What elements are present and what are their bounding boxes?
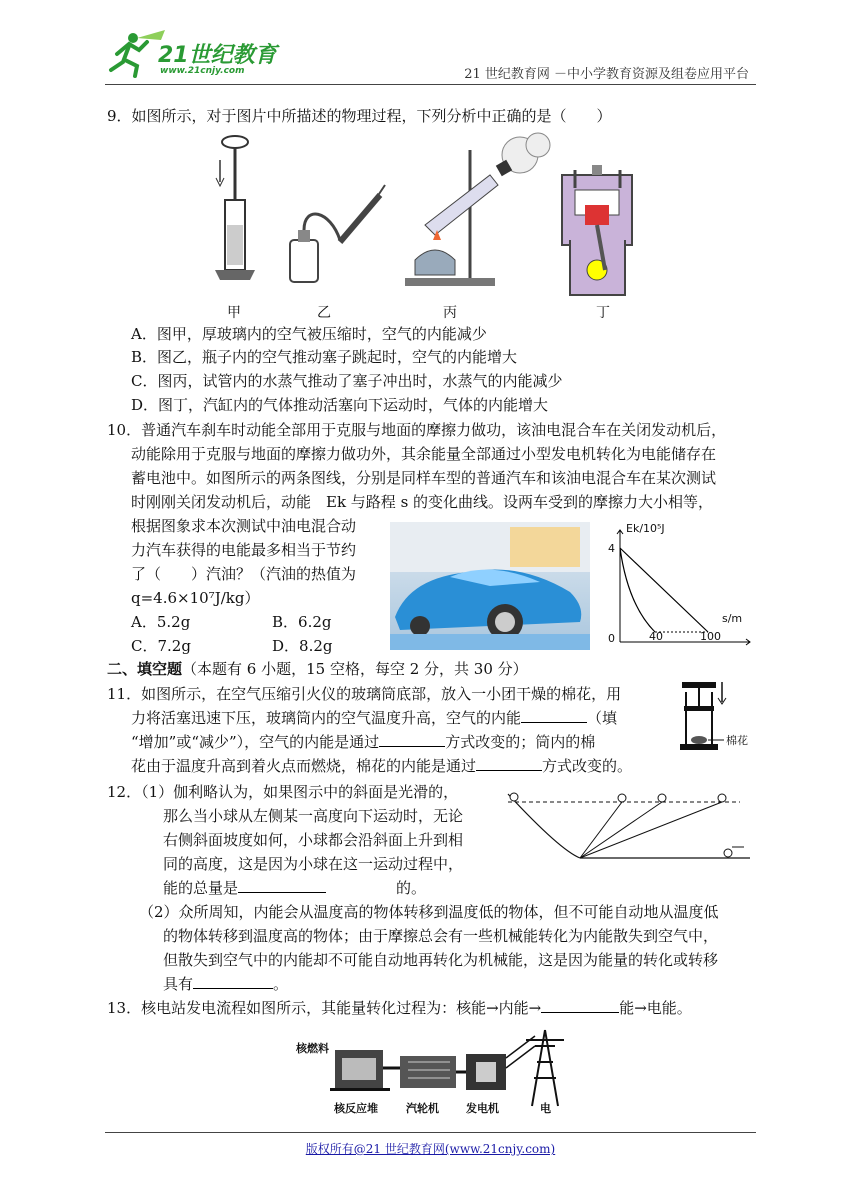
q12-figure [500, 780, 756, 870]
fig-label-yi: 乙 [317, 305, 331, 321]
q11-text-2a: 力将活塞迅速下压，玻璃筒内的空气温度升高，空气的内能 [131, 709, 522, 727]
q13-label-turbine: 汽轮机 [406, 1102, 439, 1115]
footer-rule [105, 1132, 756, 1133]
q12-line-7: 的物体转移到温度高的物体；由于摩擦总会有一些机械能转化为内能散失到空气中， [163, 927, 719, 945]
section2-heading [107, 658, 528, 680]
q12-line-9 [163, 973, 288, 995]
q12-text-5b: 的。 [396, 879, 427, 897]
chart-origin: 0 [608, 632, 615, 645]
q12-blank-2[interactable] [193, 988, 273, 989]
q10-line-4: 时刚刚关闭发动机后，动能 Ek 与路程 s 的变化曲线。设两车受到的摩擦力大小相等， [131, 493, 714, 511]
chart-xtick-100: 100 [700, 630, 721, 643]
q9-stem: 9．如图所示，对于图片中所描述的物理过程，下列分析中正确的是（ ） [107, 107, 612, 125]
header-platform-text: 21 世纪教育网 －中小学教育资源及组卷应用平台 [464, 67, 749, 82]
chart-ylabel: Ek/10⁵J [626, 522, 665, 535]
q10-line-1: 10．普通汽车刹车时动能全部用于克服与地面的摩擦力做功，该油电混合车在关闭发动机后， [107, 421, 727, 439]
q10-option-d: D．8.2g [272, 637, 333, 655]
q11-figure-label: 棉花 [726, 734, 748, 747]
q10-line-5: 根据图象求本次测试中油电混合动 [131, 517, 357, 535]
q9-option-a: A．图甲，厚玻璃内的空气被压缩时，空气的内能减少 [131, 325, 487, 343]
q11-blank-3[interactable] [476, 770, 542, 771]
q13-label-reactor: 核反应堆 [334, 1102, 378, 1115]
chart-xtick-40: 40 [649, 630, 663, 643]
q12-line-5 [163, 877, 426, 899]
fig-ding-icon [562, 165, 632, 295]
q12-line-4: 同的高度，这是因为小球在这一运动过程中， [163, 855, 464, 873]
q11-text-2b: （填 [587, 709, 618, 727]
q10-option-b: B．6.2g [272, 613, 332, 631]
galileo-slope-icon [500, 780, 756, 870]
q10-line-6: 力汽车获得的电能最多相当于节约 [131, 541, 357, 559]
footer-copyright-link[interactable]: 版权所有@21 世纪教育网(www.21cnjy.com) [305, 1142, 556, 1156]
q12-blank-1[interactable] [238, 892, 326, 893]
fig-label-jia: 甲 [227, 305, 241, 321]
q13-label-generator: 发电机 [466, 1102, 499, 1115]
q9-figures [200, 130, 640, 300]
q10-line-3: 蓄电池中。如图所示的两条图线，分别是同样车型的普通汽车和该油电混合车在某次测试 [131, 469, 717, 487]
q12-line-2: 那么当小球从左侧某一高度向下运动时，无论 [163, 807, 464, 825]
q11-line-3 [131, 731, 595, 753]
logo-url: www.21cnjy.com [160, 66, 245, 76]
q13-figure [290, 1028, 590, 1118]
q9-option-d: D．图丁，汽缸内的气体推动活塞向下运动时，气体的内能增大 [131, 396, 549, 414]
q11-line-2 [131, 707, 617, 729]
q10-option-a: A．5.2g [131, 613, 191, 631]
q11-text-3b: 方式改变的；筒内的棉 [445, 733, 596, 751]
q10-line-2: 动能除用于克服与地面的摩擦力做功外，其余能量全部通过小型发电机转化为电能储存在 [131, 445, 717, 463]
q11-text-3a: “增加”或“减少”），空气的内能是通过 [131, 733, 380, 751]
q12-line-1: 12．（1）伽利略认为，如果图示中的斜面是光滑的， [107, 783, 459, 801]
q13-line [107, 997, 692, 1019]
header-rule [105, 84, 756, 85]
q12-line-6: （2）众所周知，内能会从温度高的物体转移到温度低的物体，但不可能自动地从温度低 [139, 903, 719, 921]
piston-icon [672, 672, 762, 762]
q11-figure [672, 672, 762, 762]
fig-label-bing: 丙 [443, 305, 457, 321]
q11-blank-2[interactable] [379, 746, 445, 747]
q10-line-8: q=4.6×10⁷J/kg） [131, 589, 260, 607]
logo-title: 21世纪教育 [158, 43, 277, 68]
section2-note: （本题有 6 小题，15 空格，每空 2 分，共 30 分） [182, 660, 528, 678]
fig-jia-icon [215, 136, 255, 280]
q10-option-c: C．7.2g [131, 637, 191, 655]
q12-line-8: 但散失到空气中的内能却不可能自动地再转化为机械能，这是因为能量的转化或转移 [163, 951, 719, 969]
q10-line-7: 了（ ）汽油？（汽油的热值为 [131, 565, 357, 583]
fig-bing-icon [405, 133, 550, 286]
q9-figure-svg [200, 130, 640, 300]
q10-chart [600, 520, 760, 650]
ek-chart-svg [600, 520, 760, 650]
q13-text-a: 13．核电站发电流程如图所示，其能量转化过程为：核能→内能→ [107, 999, 542, 1017]
section2-title: 二、填空题 [107, 660, 183, 678]
q13-label-electricity: 电 [540, 1102, 551, 1115]
q11-text-4b: 方式改变的。 [542, 757, 633, 775]
q11-line-1: 11．如图所示，在空气压缩引火仪的玻璃筒底部，放入一小团干燥的棉花，用 [107, 685, 622, 703]
chart-xlabel: s/m [722, 612, 743, 625]
car-icon [390, 522, 590, 650]
q9-option-b: B．图乙，瓶子内的空气推动塞子跳起时，空气的内能增大 [131, 348, 518, 366]
q11-line-4 [131, 755, 632, 777]
q9-option-c: C．图丙，试管内的水蒸气推动了塞子冲出时，水蒸气的内能减少 [131, 372, 563, 390]
q11-text-4a: 花由于温度升高到着火点而燃烧，棉花的内能是通过 [131, 757, 477, 775]
car-photo [390, 522, 590, 650]
q12-text-9b: 。 [273, 975, 289, 993]
q11-blank-1[interactable] [521, 722, 587, 723]
q13-blank[interactable] [541, 1012, 619, 1013]
q13-label-fuel: 核燃料 [296, 1042, 329, 1055]
q13-text-b: 能→电能。 [619, 999, 692, 1017]
q12-text-9a: 具有 [163, 975, 194, 993]
fig-label-ding: 丁 [596, 305, 610, 321]
fig-yi-icon [290, 185, 385, 282]
q12-line-3: 右侧斜面坡度如何，小球都会沿斜面上升到相 [163, 831, 464, 849]
chart-ytick: 4 [608, 542, 615, 555]
q12-text-5a: 能的总量是 [163, 879, 239, 897]
